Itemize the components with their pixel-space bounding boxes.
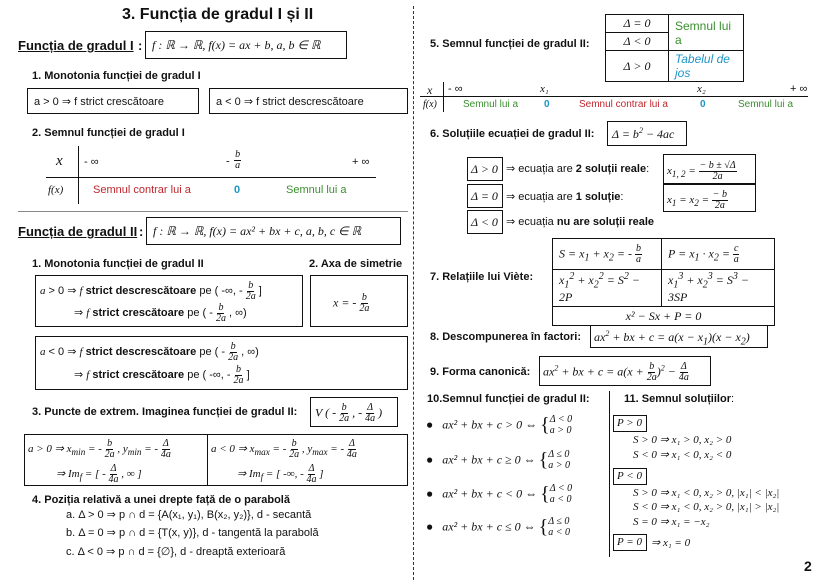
s6-zero-formula: $x_1 = x_2$ = $\frac{- b}{2a}$ — [663, 184, 756, 212]
s10-s11-divider — [609, 391, 610, 557]
g1-mono-positive: a > 0 ⇒ f strict crescătoare — [27, 88, 199, 114]
viete-cube: $x_1^3 + x_2^3 = S^3 - 3SP$ — [662, 270, 775, 307]
g2-monotony-title: 1. Monotonia funcției de gradul II — [32, 258, 204, 270]
g2-extrem-positive: a > 0 ⇒ $x_{min}$ = - $\frac{b}{2a}$ , $y_{min}$ = - $\frac{\Delta}{4a}$ ⇒ $Im_f$ = [ - $\frac{\Delta}{4a}$ , ∞ ] — [24, 434, 208, 486]
g1-minus-inf: - ∞ — [84, 156, 99, 168]
s5-zero-1: 0 — [544, 99, 550, 110]
s6-delta: $\Delta = b^2 - 4ac$ — [607, 121, 687, 146]
g1-plus-inf: + ∞ — [352, 156, 370, 168]
s10-item: ● ax² + bx + c ≥ 0 ⇔ { Δ ≤ 0 a > 0 — [426, 449, 570, 471]
s10-title: 10.Semnul funcției de gradul II: — [427, 393, 590, 405]
g2-position-c: c. Δ < 0 ⇒ p ∩ d = {∅}, d - dreaptă exterioară — [66, 546, 286, 558]
g2-position-b: b. Δ = 0 ⇒ p ∩ d = {T(x, y)}, d - tangentă la parabolă — [66, 527, 319, 539]
s11-p-zero: P = 0 — [613, 534, 647, 551]
g1-x-label: x — [56, 153, 63, 169]
viete-eq: x² − Sx + P = 0 — [553, 307, 775, 326]
s5-x2: x₂ — [697, 83, 706, 95]
g2-extrem-title: 3. Puncte de extrem. Imaginea funcției de gradul II: — [32, 406, 298, 418]
g1-sign-title: 2. Semnul funcției de gradul I — [32, 127, 185, 139]
g1-monotony-title: 1. Monotonia funcției de gradul I — [32, 70, 201, 82]
s11-p-pos: P > 0 — [613, 415, 647, 432]
s5-sign-vline — [443, 82, 444, 112]
s6-title: 6. Soluțiile ecuației de gradul II: — [430, 128, 595, 140]
s6-delta-pos: Δ > 0 — [467, 157, 503, 181]
s11-p-pos-1: S > 0 ⇒ x₁ > 0, x₂ > 0 — [633, 434, 732, 446]
s10-item: ● ax² + bx + c > 0 ⇔ { Δ < 0 a > 0 — [426, 414, 573, 436]
s9-formula: $ax^2$ + bx + c = a(x + $\frac{b}{2a}$ )$^2$ − $\frac{\Delta}{4a}$ — [539, 356, 711, 386]
g1-sign-left: Semnul contrar lui a — [93, 184, 191, 196]
viete-table — [552, 238, 775, 326]
s5-minus-inf: - ∞ — [448, 83, 463, 95]
s8-formula: $ax^2$ + bx + $c = a(x - x_1)(x - x_2)$ — [590, 325, 768, 348]
s5-x-label: x — [427, 83, 433, 97]
g1-mono-negative: a < 0 ⇒ f strict descrescătoare — [209, 88, 408, 114]
g1-root: - $\frac{b}{a}$ — [226, 149, 241, 171]
s5-x1: x₁ — [540, 83, 549, 95]
g2-axis-of-symmetry: x = - $\frac{b}{2a}$ — [310, 275, 408, 327]
page-title: 3. Funcția de gradul I și II — [122, 6, 314, 23]
g1-sign-hline — [46, 177, 376, 178]
s5-sign-middle: Semnul contrar lui a — [579, 99, 668, 110]
g2-position-title: 4. Poziția relativă a unei drepte față de o parabolă — [32, 494, 290, 506]
s10-item: ● ax² + bx + c < 0 ⇔ { Δ < 0 a < 0 — [426, 483, 573, 505]
s5-fx-label: f(x) — [423, 99, 437, 110]
s11-p-pos-2: S < 0 ⇒ x₁ < 0, x₂ < 0 — [633, 449, 732, 461]
g2-colon: : — [139, 224, 144, 239]
s5-title: 5. Semnul funcției de gradul II: — [430, 38, 590, 50]
column-divider — [413, 6, 414, 580]
viete-sq: $x_1^2 + x_2^2 = S^2 - 2P$ — [553, 270, 662, 307]
s8-title: 8. Descompunerea în factori: — [430, 331, 581, 343]
g1-sign-right: Semnul lui a — [286, 184, 347, 196]
g2-heading: Funcția de gradul II — [18, 224, 138, 239]
s11-p-neg-2: S < 0 ⇒ x₁ < 0, x₂ > 0, |x₁| > |x₂| — [633, 501, 780, 513]
viete-P: $P = x_1 \cdot x_2$ = $\frac{c}{a}$ — [662, 239, 775, 270]
viete-S: $S = x_1 + x_2$ = - $\frac{b}{a}$ — [553, 239, 662, 270]
g2-mono-positive: a > 0 ⇒ f strict descrescătoare pe ( -∞, - $\frac{b}{2a}$ ] ⇒ f strict crescătoare pe ( - $\frac{b}{2a}$ , ∞) — [35, 275, 303, 327]
s11-p-neg: P < 0 — [613, 468, 647, 485]
s6-zero-text: ⇒ ecuația are 1 soluție: — [506, 191, 624, 203]
g1-sign-vline — [78, 146, 79, 204]
g1-zero: 0 — [234, 184, 241, 196]
s5-sign-hline — [420, 96, 808, 97]
s5-sign-left: Semnul lui a — [463, 99, 519, 110]
s11-p-neg-3: S = 0 ⇒ x₁ = −x₂ — [633, 516, 710, 528]
s11-p-zero-text: ⇒ x₁ = 0 — [651, 537, 691, 549]
page-number: 2 — [804, 558, 812, 574]
s11-p-neg-1: S > 0 ⇒ x₁ < 0, x₂ > 0, |x₁| < |x₂| — [633, 487, 780, 499]
g2-vertex: V ( - $\frac{b}{2a}$ , - $\frac{\Delta}{4a}$ ) — [310, 397, 398, 427]
g1-heading: Funcția de gradul I — [18, 38, 134, 53]
s6-delta-neg: Δ < 0 — [467, 210, 503, 234]
s6-pos-formula: $x_{1, 2}$ = $\frac{- b \pm √\Delta}{2a}$ — [663, 154, 756, 184]
g1-colon: : — [138, 38, 143, 53]
s5-plus-inf: + ∞ — [790, 83, 808, 95]
g2-mono-negative: a < 0 ⇒ f strict descrescătoare pe ( - $\frac{b}{2a}$ , ∞) ⇒ f strict crescătoare pe ( -∞, - $\frac{b}{2a}$ ] — [35, 336, 408, 390]
s6-neg-text: ⇒ ecuația nu are soluții reale — [506, 216, 655, 228]
s11-title: 11. Semnul soluțiilor: — [624, 393, 735, 405]
g2-position-a: a. Δ > 0 ⇒ p ∩ d = {A(x₁, y₁), B(x₂, y₂)}, d - secantă — [66, 509, 312, 521]
s6-delta-zero: Δ = 0 — [467, 184, 503, 208]
section-separator — [18, 211, 408, 212]
s6-pos-text: ⇒ ecuația are 2 soluții reale: — [506, 163, 650, 175]
g2-definition: f : ℝ → ℝ, f(x) = ax² + bx + c, a, b, c ∈ ℝ — [146, 217, 401, 245]
s10-item: ● ax² + bx + c ≤ 0 ⇔ { Δ ≤ 0 a < 0 — [426, 516, 570, 538]
g2-axis-title: 2. Axa de simetrie — [309, 258, 403, 270]
s5-sign-right: Semnul lui a — [738, 99, 794, 110]
g2-extrem-negative: a < 0 ⇒ $x_{max}$ = - $\frac{b}{2a}$ , $y_{max}$ = - $\frac{\Delta}{4a}$ ⇒ $Im_f$ = [ -∞, - $\frac{\Delta}{4a}$ ] — [207, 434, 408, 486]
s5-zero-2: 0 — [700, 99, 706, 110]
s7-title: 7. Relațiile lui Viète: — [430, 271, 534, 283]
g1-definition: f : ℝ → ℝ, f(x) = ax + b, a, b ∈ ℝ — [145, 31, 347, 59]
s9-title: 9. Forma canonică: — [430, 366, 531, 378]
g1-fx-label: f(x) — [48, 184, 64, 196]
s5-table: Δ = 0 Semnul lui a Δ < 0 Δ > 0 Tabelul de jos — [605, 14, 744, 82]
